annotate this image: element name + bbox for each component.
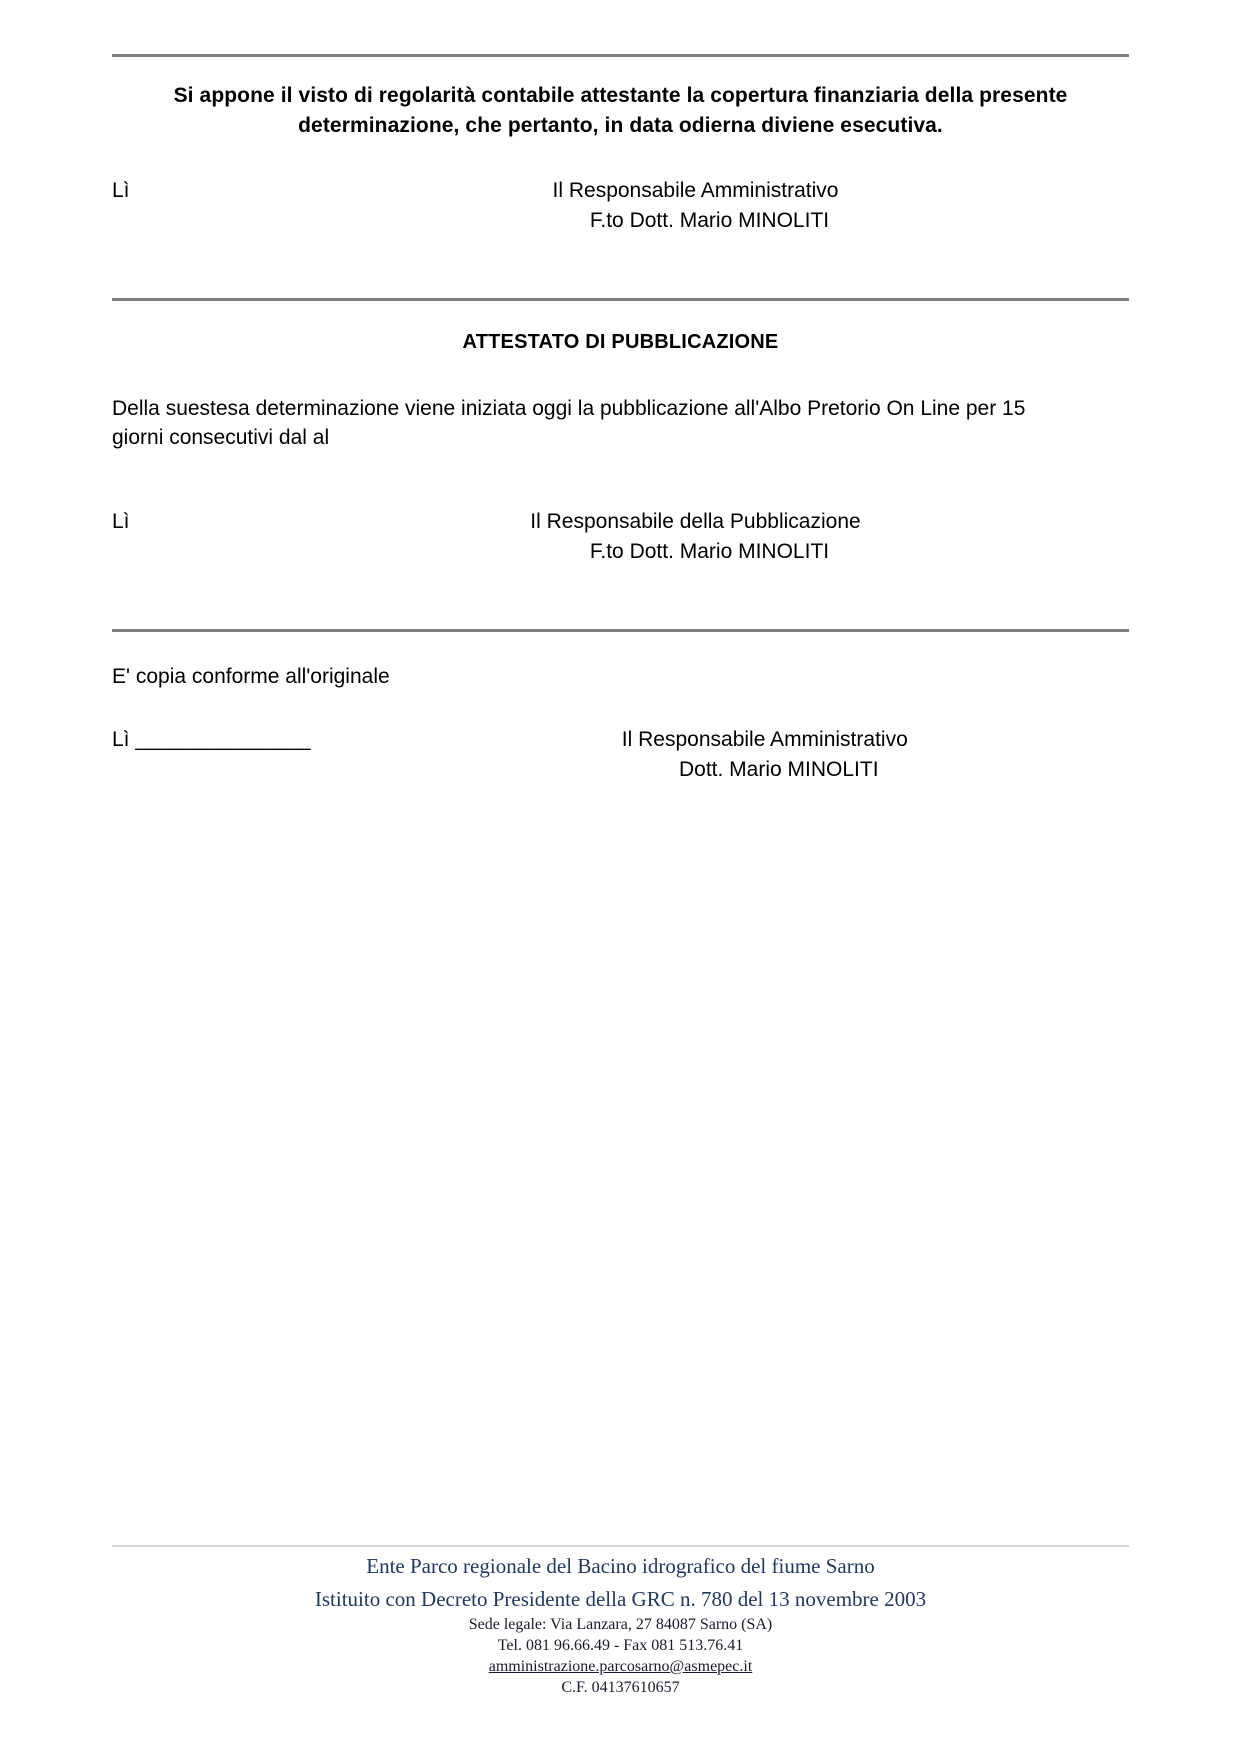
copia-signer-role: Il Responsabile Amministrativo — [621, 728, 908, 752]
visto-signer-name: F.to Dott. Mario MINOLITI — [589, 208, 830, 232]
footer-phone-fax: Tel. 081 96.66.49 - Fax 081 513.76.41 — [497, 1636, 744, 1654]
pubblicazione-signature-block — [112, 507, 1129, 567]
footer-tax-code: C.F. 04137610657 — [561, 1678, 680, 1696]
copia-signer — [311, 725, 1129, 785]
copia-place-label: Lì _______________ — [112, 728, 311, 752]
pubblicazione-signer — [172, 507, 1129, 567]
copia-signature-block — [112, 725, 1129, 785]
pubblicazione-signer-role: Il Responsabile della Pubblicazione — [530, 510, 861, 534]
pubblicazione-signer-name: F.to Dott. Mario MINOLITI — [589, 539, 830, 563]
footer-divider — [112, 1545, 1129, 1547]
copia-signer-name: Dott. Mario MINOLITI — [679, 757, 879, 781]
pubblicazione-body-line-2: giorni consecutivi dal al — [112, 426, 330, 450]
footer-legal-address: Sede legale: Via Lanzara, 27 84087 Sarno (SA) — [468, 1615, 773, 1633]
pubblicazione-body-line-1: Della suestesa determinazione viene iniziata oggi la pubblicazione all'Albo Pretorio On Line per 15 — [112, 396, 1026, 420]
copia-conforme-statement: E' copia conforme all'originale — [112, 664, 390, 688]
pubblicazione-title: ATTESTATO DI PUBBLICAZIONE — [462, 330, 779, 353]
footer-establishment-decree: Istituito con Decreto Presidente della GRC n. 780 del 13 novembre 2003 — [314, 1587, 927, 1612]
footer-organization-name: Ente Parco regionale del Bacino idrografico del fiume Sarno — [366, 1554, 875, 1578]
pubblicazione-place-label: Lì — [112, 510, 130, 534]
visto-signature-block — [112, 176, 1129, 236]
footer-email-link[interactable]: amministrazione.parcosarno@asmepec.it — [488, 1657, 753, 1675]
visto-heading-line-2: determinazione, che pertanto, in data odierna diviene esecutiva. — [298, 114, 943, 138]
visto-signer — [172, 176, 1129, 236]
visto-heading-line-1: Si appone il visto di regolarità contabile attestante la copertura finanziaria della presente — [173, 84, 1068, 107]
page-footer — [112, 1545, 1129, 1698]
visto-signer-role: Il Responsabile Amministrativo — [552, 178, 839, 202]
document-content — [112, 0, 1129, 785]
visto-place-label: Lì — [112, 178, 130, 202]
